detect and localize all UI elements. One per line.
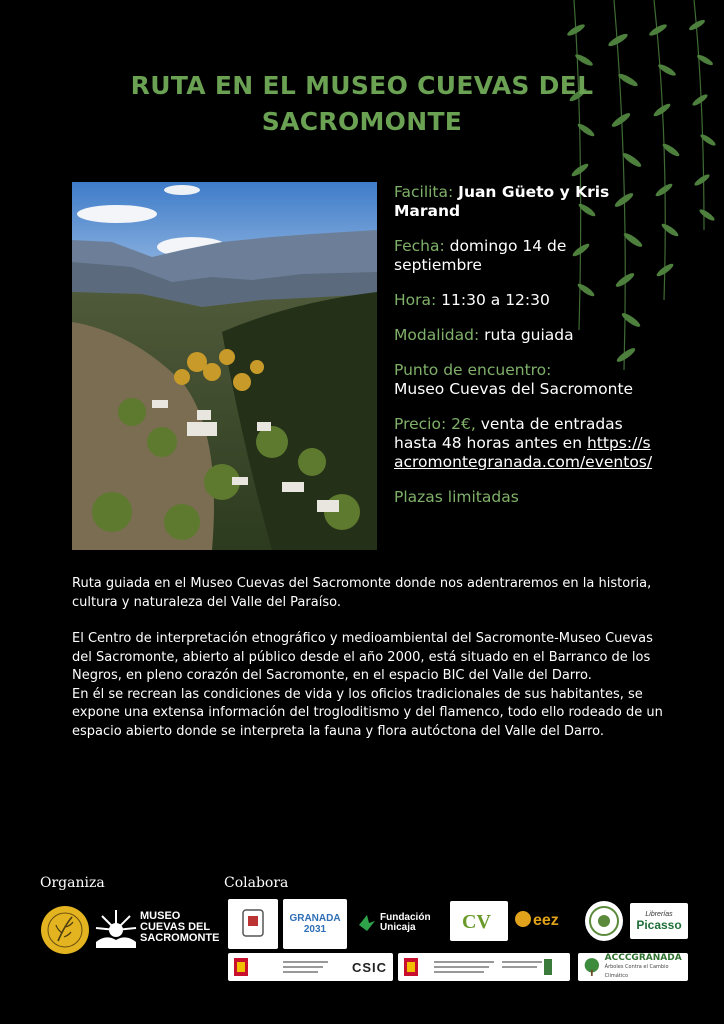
museo-logo-text: [140, 911, 219, 944]
modalidad-row: [394, 326, 654, 345]
circle-emblem-icon: [587, 904, 621, 938]
description-paragraph-2a: El Centro de interpretación etnográfico y medioambiental del Sacromonte-Museo Cuevas del Sacromonte, abierto al público desde el año 2000, está situado en el Barranco de los Negros, en pleno corazón del Sacromonte, en el espacio BIC del Valle del Darro.: [72, 631, 653, 683]
museo-logo-line1: MUSEO: [140, 910, 181, 922]
ministerio-transicion-text-icon: [434, 956, 554, 978]
hora-value: 11:30 a 12:30: [441, 291, 550, 309]
ayuntamiento-logo: [228, 899, 278, 949]
spain-shield-icon-2: [404, 956, 434, 978]
fecha-row: [394, 237, 654, 275]
svg-text:CV: CV: [462, 911, 491, 933]
event-info: [394, 183, 654, 523]
facilita-row: [394, 183, 654, 221]
museo-logo-line2: CUEVAS DEL: [140, 921, 211, 933]
acccgranada-line2: Árboles Contra el Cambio Climático: [604, 963, 669, 979]
acccgranada-line1: ACCCGRANADA: [604, 953, 682, 963]
description: [72, 575, 672, 741]
granada-2031-line1: GRANADA: [289, 913, 341, 924]
acccgranada-logo: [578, 953, 688, 981]
museo-sun-icon: [94, 908, 138, 948]
picasso-line1: Librerías: [645, 910, 673, 918]
facilita-label: Facilita:: [394, 183, 459, 201]
picasso-line2: Picasso: [636, 917, 682, 932]
modalidad-label: Modalidad:: [394, 326, 485, 344]
ministerio-text-icon: [283, 956, 333, 978]
facilita-value: Juan Güeto y Kris Marand: [394, 183, 610, 220]
unicaja-line1: Fundación: [380, 912, 431, 923]
unicaja-line2: Unicaja: [380, 922, 416, 933]
alimentacion-ecologica-logo: [585, 901, 623, 941]
spain-shield-icon: [234, 956, 264, 978]
librerias-picasso-logo: [630, 903, 688, 939]
precio-label: Precio: 2€,: [394, 415, 476, 433]
colabora-label: Colabora: [224, 875, 289, 891]
museo-logo-line3: SACROMONTE: [140, 932, 220, 944]
precio-row: [394, 415, 654, 472]
unicaja-text: [380, 913, 431, 933]
fecha-label: Fecha:: [394, 237, 450, 255]
punto-row: [394, 361, 654, 399]
description-paragraph-2b: En él se recrean las condiciones de vida y los oficios tradicionales de sus habitantes, se expone una extensa información del trogloditismo y del flamenco, todo ello rodeado de un espacio abierto donde se interpreta la fauna y flora autóctona del Valle del Darro.: [72, 686, 663, 739]
eez-icon: [513, 905, 575, 935]
ministerio-transicion-logo: [398, 953, 570, 981]
hora-row: [394, 291, 654, 310]
association-seal-logo: [40, 905, 90, 955]
punto-label: Punto de encuentro:: [394, 361, 552, 379]
sacromonte-landscape-photo: [72, 182, 377, 550]
fundacion-unicaja-logo: [357, 908, 437, 938]
eez-logo: [513, 905, 575, 935]
csic-ministerio-logo: [228, 953, 393, 981]
fecha-value: domingo 14 de septiembre: [394, 237, 567, 274]
csic-text: CSIC: [351, 959, 387, 975]
museo-cuevas-logo: [94, 905, 219, 953]
hora-label: Hora:: [394, 291, 442, 309]
crest-icon: [233, 904, 273, 944]
tree-icon: [582, 956, 602, 978]
tickets-link[interactable]: https://sacromontegranada.com/eventos/: [394, 434, 653, 471]
punto-value: Museo Cuevas del Sacromonte: [394, 380, 634, 398]
granada-2031-logo: [283, 899, 347, 949]
modalidad-value: ruta guiada: [484, 326, 574, 344]
organiza-label: Organiza: [40, 875, 105, 891]
svg-text:eez: eez: [533, 912, 559, 929]
cv-emblem-icon: [454, 904, 504, 938]
acccgranada-text: [605, 954, 684, 981]
cv-logo: [450, 901, 508, 941]
description-paragraph-1: Ruta guiada en el Museo Cuevas del Sacromonte donde nos adentraremos en la historia, cultura y naturaleza del Valle del Paraíso.: [72, 576, 652, 610]
unicaja-icon: [357, 913, 377, 933]
precio-value: venta de entradas hasta 48 horas antes en: [394, 415, 623, 452]
page-title: RUTA EN EL MUSEO CUEVAS DEL SACROMONTE: [130, 71, 594, 136]
plazas-limitadas: Plazas limitadas: [394, 488, 519, 506]
granada-2031-line2: 2031: [303, 924, 327, 935]
